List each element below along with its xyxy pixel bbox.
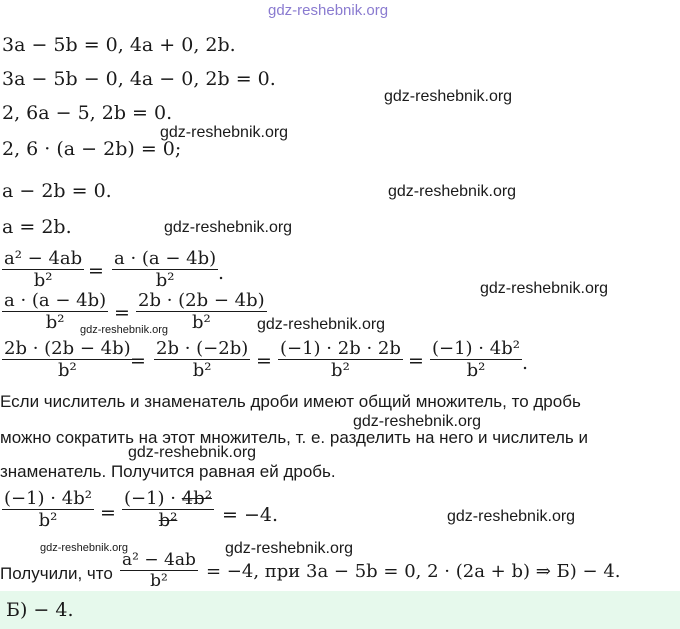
- watermark[interactable]: gdz-reshebnik.org: [447, 508, 576, 525]
- fraction: [122, 488, 214, 531]
- denominator: b²: [112, 269, 218, 291]
- explanation-line-3: знаменатель. Получится равная ей дробь.: [0, 462, 336, 481]
- numerator: a² − 4ab: [4, 248, 83, 269]
- equals-sign: =: [256, 350, 272, 372]
- denominator: b²: [136, 311, 267, 333]
- numerator: [122, 488, 214, 509]
- denominator: b²: [430, 359, 522, 381]
- denominator: b²: [2, 311, 108, 333]
- denominator: b²: [154, 359, 250, 381]
- fraction: [112, 248, 218, 291]
- result: = −4.: [222, 504, 279, 526]
- fraction: [2, 488, 94, 531]
- period: .: [218, 262, 225, 284]
- explanation-line-1: Если числитель и знаменатель дроби имеют общий множитель, то дробь: [0, 392, 581, 411]
- watermark[interactable]: gdz-reshebnik.org: [353, 413, 482, 430]
- fraction: [278, 338, 403, 381]
- fraction: [136, 290, 267, 333]
- numerator: 2b · (2b − 4b): [4, 338, 131, 359]
- equals-sign: =: [100, 502, 116, 524]
- watermark[interactable]: gdz-reshebnik.org: [388, 183, 517, 200]
- fraction: [120, 550, 198, 591]
- numerator: a² − 4ab: [122, 550, 196, 570]
- equation-line-1: 3a − 5b = 0, 4a + 0, 2b.: [2, 34, 236, 56]
- fraction: [430, 338, 522, 381]
- equals-sign: =: [408, 350, 424, 372]
- numerator: (−1) · 4b²: [4, 488, 92, 509]
- watermark[interactable]: gdz-reshebnik.org: [80, 324, 169, 336]
- fraction: [154, 338, 250, 381]
- fraction: [2, 338, 133, 381]
- numerator: a · (a − 4b): [4, 290, 107, 311]
- explanation-line-2: можно сократить на этот множитель, т. е. разделить на него и числитель и: [0, 428, 588, 447]
- watermark[interactable]: gdz-reshebnik.org: [164, 219, 293, 236]
- equation-line-4: 2, 6 · (a − 2b) = 0;: [2, 138, 182, 160]
- numerator: 2b · (2b − 4b): [138, 290, 265, 311]
- denominator: b²: [2, 269, 84, 291]
- equation-line-6: a = 2b.: [2, 216, 72, 238]
- fraction: [2, 248, 84, 291]
- answer-text: Б) − 4.: [6, 599, 74, 621]
- watermark[interactable]: gdz-reshebnik.org: [225, 540, 354, 557]
- watermark[interactable]: gdz-reshebnik.org: [128, 444, 257, 461]
- watermark[interactable]: gdz-reshebnik.org: [384, 88, 513, 105]
- equals-sign: =: [114, 302, 130, 324]
- equals-sign: =: [88, 260, 104, 282]
- fraction: [2, 290, 108, 333]
- numerator: (−1) · 2b · 2b: [280, 338, 401, 359]
- watermark[interactable]: gdz-reshebnik.org: [480, 280, 609, 297]
- numerator: (−1) · 4b²: [432, 338, 520, 359]
- watermark[interactable]: gdz-reshebnik.org: [257, 316, 386, 333]
- denominator-cancelled: b²: [122, 509, 214, 531]
- watermark-top[interactable]: gdz-reshebnik.org: [268, 2, 389, 19]
- denominator: b²: [120, 570, 198, 591]
- equals-sign: =: [130, 350, 146, 372]
- conclusion-prefix: Получили, что: [0, 564, 113, 583]
- numerator-part: (−1) ·: [124, 488, 182, 509]
- equation-line-5: a − 2b = 0.: [2, 180, 112, 202]
- cancelled-term: 4b²: [181, 488, 212, 509]
- watermark[interactable]: gdz-reshebnik.org: [40, 542, 129, 554]
- equation-line-3: 2, 6a − 5, 2b = 0.: [2, 102, 173, 124]
- denominator: b²: [278, 359, 403, 381]
- numerator: 2b · (−2b): [156, 338, 249, 359]
- conclusion-suffix: = −4, при 3a − 5b = 0, 2 · (2a + b) ⇒ Б) − 4.: [206, 561, 621, 582]
- denominator: b²: [2, 359, 133, 381]
- answer-box: [0, 591, 680, 629]
- numerator: a · (a − 4b): [114, 248, 217, 269]
- watermark[interactable]: gdz-reshebnik.org: [160, 124, 289, 141]
- equation-line-2: 3a − 5b − 0, 4a − 0, 2b = 0.: [2, 68, 276, 90]
- period: .: [522, 352, 529, 374]
- denominator: b²: [2, 509, 94, 531]
